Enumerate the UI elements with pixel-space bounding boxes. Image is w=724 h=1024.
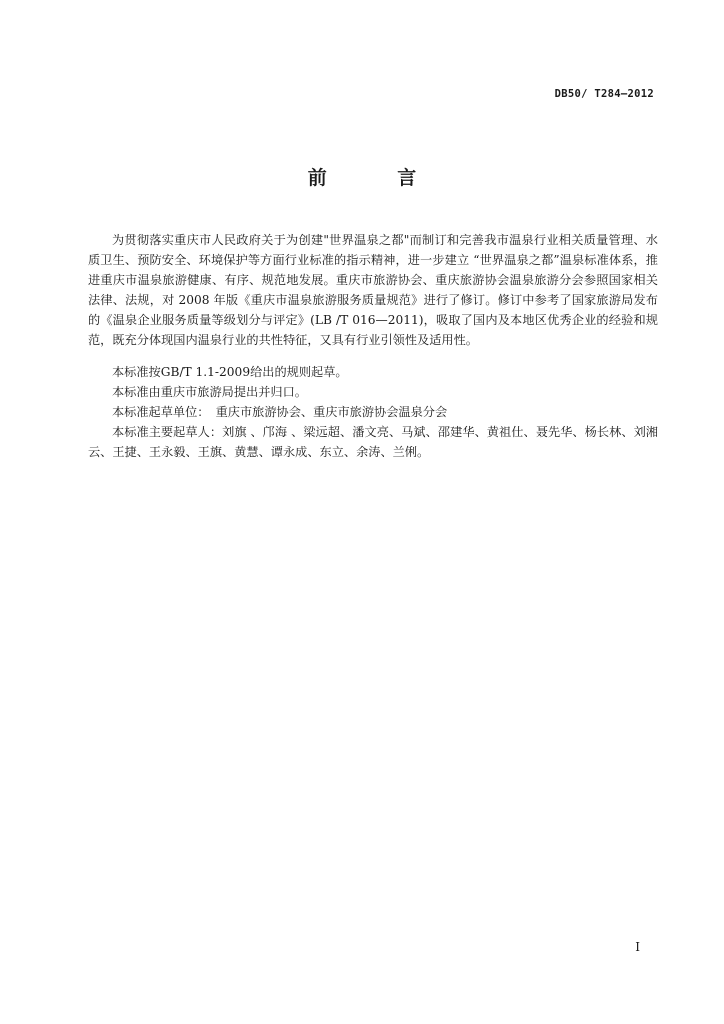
proposer-note: 本标准由重庆市旅游局提出并归口。 [112,385,307,399]
standard-notes [88,362,658,462]
foreword-paragraph: 为贯彻落实重庆市人民政府关于为创建"世界温泉之都"而制订和完善我市温泉行业相关质量管理、水质卫生、预防安全、环境保护等方面行业标准的指示精神，进一步建立 “世界温泉之都”温泉标准体系，推进重庆市温泉旅游健康、有序、规范地发展。重庆市旅游协会、重庆旅游协会温泉旅游分会参照国家相关法律、法规，对 2008 年版《重庆市温泉旅游服务质量规范》进行了修订。修订中参考了国家旅游局发布的《温泉企业服务质量等级划分与评定》(LB /T 016—2011)，吸取了国内及本地区优秀企业的经验和规范，既充分体现国内温泉行业的共性特征，又具有行业引领性及适用性。 [88,233,658,347]
drafters-note: 本标准主要起草人：刘旗 、邝海 、梁远超、潘文亮、马斌、邵建华、黄祖仕、聂先华、杨长林、刘湘云、王捷、王永毅、王旗、黄慧、谭永成、东立、余涛、兰俐。 [88,425,658,459]
drafting-rules-note: 本标准按GB/T 1.1-2009给出的规则起草。 [112,365,348,379]
page-title: 前 言 [307,167,449,189]
page-number: I [635,940,640,954]
drafting-units-note: 本标准起草单位： 重庆市旅游协会、重庆市旅游协会温泉分会 [112,405,448,419]
standard-code: DB50/ T284—2012 [554,88,654,100]
